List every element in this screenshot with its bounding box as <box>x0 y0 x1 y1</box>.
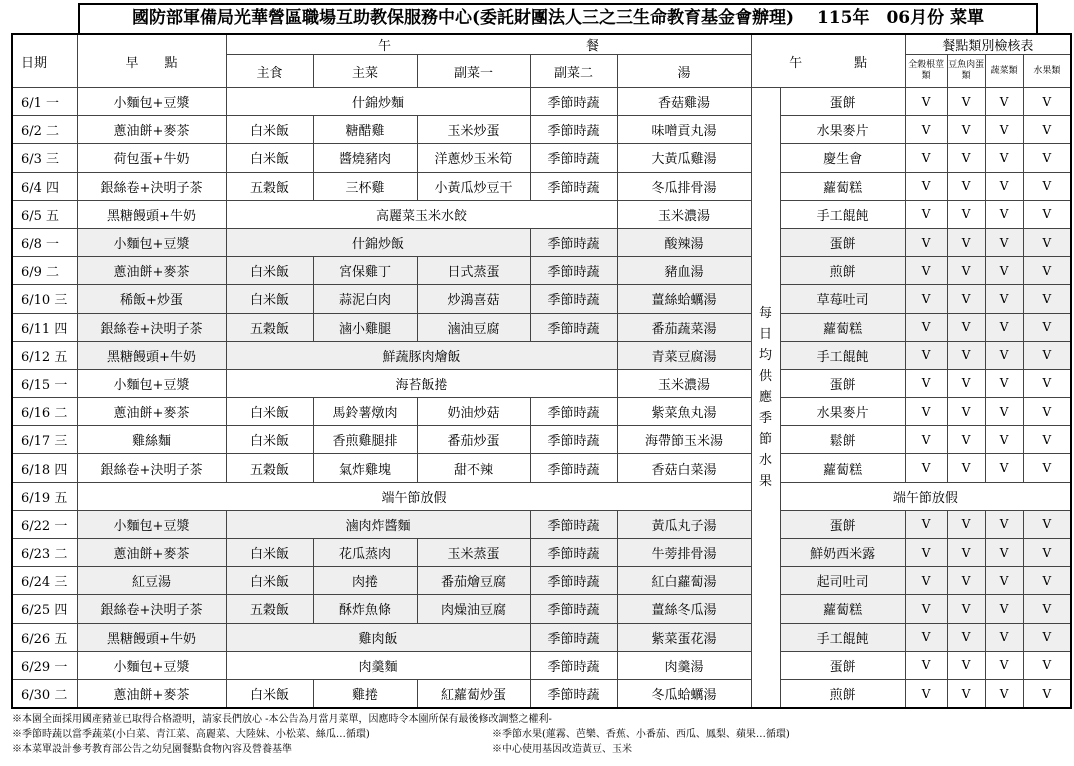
date-cell: 6/2 二 <box>12 116 77 144</box>
staple-cell: 五穀飯 <box>226 454 313 482</box>
date-cell: 6/1 一 <box>12 88 77 116</box>
check-fruit-cell: V <box>1023 510 1071 538</box>
table-row <box>12 679 1071 708</box>
table-row <box>12 228 1071 256</box>
snack-cell: 手工餛飩 <box>780 200 905 228</box>
check-protein-cell: V <box>947 200 985 228</box>
snack-cell: 煎餅 <box>780 679 905 708</box>
table-row <box>12 88 1071 116</box>
side1-cell: 小黃瓜炒豆干 <box>417 172 530 200</box>
side1-cell: 滷油豆腐 <box>417 313 530 341</box>
staple-cell: 五穀飯 <box>226 313 313 341</box>
staple-cell: 白米飯 <box>226 257 313 285</box>
check-fruit-cell: V <box>1023 595 1071 623</box>
check-protein-cell: V <box>947 454 985 482</box>
soup-cell: 薑絲蛤蠣湯 <box>617 285 751 313</box>
soup-cell: 紫菜魚丸湯 <box>617 398 751 426</box>
check-fruit-cell: V <box>1023 539 1071 567</box>
check-protein-cell: V <box>947 398 985 426</box>
table-row <box>12 172 1071 200</box>
table-row <box>12 313 1071 341</box>
check-grain-cell: V <box>905 172 947 200</box>
soup-cell: 黃瓜丸子湯 <box>617 510 751 538</box>
lunch-combined-cell: 肉羹麵 <box>226 651 530 679</box>
side2-cell: 季節時蔬 <box>530 539 617 567</box>
check-grain-cell: V <box>905 285 947 313</box>
side1-cell: 紅蘿蔔炒蛋 <box>417 679 530 708</box>
soup-cell: 香菇雞湯 <box>617 88 751 116</box>
table-row <box>12 369 1071 397</box>
breakfast-cell: 蔥油餅+麥茶 <box>77 398 226 426</box>
soup-cell: 肉羹湯 <box>617 651 751 679</box>
snack-cell: 手工餛飩 <box>780 623 905 651</box>
date-cell: 6/23 二 <box>12 539 77 567</box>
check-fruit-cell: V <box>1023 454 1071 482</box>
menu-title: 國防部軍備局光華營區職場互助教保服務中心(委託財團法人三之三生命教育基金會辦理) 115年 06月份 菜單 <box>78 3 1038 33</box>
soup-cell: 玉米濃湯 <box>617 369 751 397</box>
side1-cell: 日式蒸蛋 <box>417 257 530 285</box>
snack-cell: 蘿蔔糕 <box>780 313 905 341</box>
breakfast-cell: 銀絲卷+決明子茶 <box>77 454 226 482</box>
check-protein-cell: V <box>947 595 985 623</box>
check-fruit-cell: V <box>1023 285 1071 313</box>
check-protein-cell: V <box>947 426 985 454</box>
staple-cell: 白米飯 <box>226 567 313 595</box>
check-protein-cell: V <box>947 567 985 595</box>
soup-cell: 冬瓜蛤蠣湯 <box>617 679 751 708</box>
staple-cell: 白米飯 <box>226 679 313 708</box>
check-veg-cell: V <box>985 539 1023 567</box>
breakfast-cell: 蔥油餅+麥茶 <box>77 116 226 144</box>
check-protein-cell: V <box>947 257 985 285</box>
snack-cell: 草莓吐司 <box>780 285 905 313</box>
date-cell: 6/4 四 <box>12 172 77 200</box>
snack-cell: 蛋餅 <box>780 369 905 397</box>
side2-cell: 季節時蔬 <box>530 426 617 454</box>
snack-cell: 蘿蔔糕 <box>780 172 905 200</box>
date-cell: 6/16 二 <box>12 398 77 426</box>
breakfast-cell: 雞絲麵 <box>77 426 226 454</box>
snack-cell: 水果麥片 <box>780 116 905 144</box>
note-gmo: ※中心使用基因改造黃豆、玉米 <box>492 744 632 755</box>
note-pork: ※本園全面採用國產豬並已取得合格證明，請家長們放心 -本公告為月當月菜單，因應時令本園所保有最後修改調整之權利- <box>12 714 552 725</box>
check-veg-cell: V <box>985 200 1023 228</box>
check-veg-cell: V <box>985 567 1023 595</box>
side1-cell: 炒鴻喜菇 <box>417 285 530 313</box>
check-protein-cell: V <box>947 651 985 679</box>
check-fruit-cell: V <box>1023 116 1071 144</box>
check-grain-cell: V <box>905 567 947 595</box>
snack-cell: 起司吐司 <box>780 567 905 595</box>
side2-cell: 季節時蔬 <box>530 623 617 651</box>
lunch-combined-cell: 什錦炒麵 <box>226 88 530 116</box>
check-grain-cell: V <box>905 257 947 285</box>
main-cell: 滷小雞腿 <box>313 313 417 341</box>
table-row <box>12 144 1071 172</box>
main-cell: 肉捲 <box>313 567 417 595</box>
check-protein-cell: V <box>947 679 985 708</box>
check-veg-cell: V <box>985 426 1023 454</box>
breakfast-cell: 銀絲卷+決明子茶 <box>77 172 226 200</box>
soup-cell: 味噌貢丸湯 <box>617 116 751 144</box>
check-veg-cell: V <box>985 116 1023 144</box>
date-cell: 6/3 三 <box>12 144 77 172</box>
soup-cell: 青菜豆腐湯 <box>617 341 751 369</box>
check-protein-cell: V <box>947 88 985 116</box>
check-veg-cell: V <box>985 257 1023 285</box>
check-fruit-cell: V <box>1023 144 1071 172</box>
breakfast-cell: 黑糖饅頭+牛奶 <box>77 623 226 651</box>
check-veg-cell: V <box>985 369 1023 397</box>
check-protein-cell: V <box>947 341 985 369</box>
soup-cell: 薑絲冬瓜湯 <box>617 595 751 623</box>
snack-cell: 蛋餅 <box>780 510 905 538</box>
date-cell: 6/30 二 <box>12 679 77 708</box>
check-protein-cell: V <box>947 510 985 538</box>
check-grain-cell: V <box>905 341 947 369</box>
snack-cell: 手工餛飩 <box>780 341 905 369</box>
main-cell: 氣炸雞塊 <box>313 454 417 482</box>
date-cell: 6/19 五 <box>12 482 77 510</box>
header-date: 日期 <box>12 34 77 88</box>
side2-cell: 季節時蔬 <box>530 257 617 285</box>
check-fruit-cell: V <box>1023 257 1071 285</box>
header-check-veg: 蔬菜類 <box>985 55 1023 88</box>
breakfast-cell: 紅豆湯 <box>77 567 226 595</box>
table-row <box>12 623 1071 651</box>
table-row <box>12 482 1071 510</box>
date-cell: 6/18 四 <box>12 454 77 482</box>
breakfast-cell: 銀絲卷+決明子茶 <box>77 595 226 623</box>
table-row <box>12 567 1071 595</box>
check-fruit-cell: V <box>1023 313 1071 341</box>
side2-cell: 季節時蔬 <box>530 313 617 341</box>
soup-cell: 冬瓜排骨湯 <box>617 172 751 200</box>
check-veg-cell: V <box>985 228 1023 256</box>
check-veg-cell: V <box>985 510 1023 538</box>
side2-cell: 季節時蔬 <box>530 651 617 679</box>
header-staple: 主食 <box>226 55 313 88</box>
check-fruit-cell: V <box>1023 228 1071 256</box>
check-grain-cell: V <box>905 88 947 116</box>
check-fruit-cell: V <box>1023 623 1071 651</box>
header-lunch: 午 餐 <box>226 34 751 55</box>
date-cell: 6/5 五 <box>12 200 77 228</box>
staple-cell: 五穀飯 <box>226 172 313 200</box>
soup-cell: 玉米濃湯 <box>617 200 751 228</box>
breakfast-cell: 荷包蛋+牛奶 <box>77 144 226 172</box>
date-cell: 6/12 五 <box>12 341 77 369</box>
table-row <box>12 398 1071 426</box>
check-fruit-cell: V <box>1023 679 1071 708</box>
main-cell: 酥炸魚條 <box>313 595 417 623</box>
side2-cell: 季節時蔬 <box>530 285 617 313</box>
table-row <box>12 257 1071 285</box>
check-protein-cell: V <box>947 144 985 172</box>
breakfast-cell: 黑糖饅頭+牛奶 <box>77 341 226 369</box>
header-check-group: 餐點類別檢核表 <box>905 34 1071 55</box>
check-veg-cell: V <box>985 679 1023 708</box>
side2-cell: 季節時蔬 <box>530 454 617 482</box>
check-protein-cell: V <box>947 369 985 397</box>
check-protein-cell: V <box>947 539 985 567</box>
check-veg-cell: V <box>985 341 1023 369</box>
side2-cell: 季節時蔬 <box>530 398 617 426</box>
check-grain-cell: V <box>905 200 947 228</box>
note-nutrition: ※本菜單設計參考教育部公告之幼兒園餐點食物內容及營養基準 <box>12 744 292 755</box>
check-fruit-cell: V <box>1023 567 1071 595</box>
breakfast-cell: 黑糖饅頭+牛奶 <box>77 200 226 228</box>
main-cell: 蒜泥白肉 <box>313 285 417 313</box>
check-veg-cell: V <box>985 144 1023 172</box>
staple-cell: 白米飯 <box>226 398 313 426</box>
table-row <box>12 200 1071 228</box>
table-row <box>12 595 1071 623</box>
table-row <box>12 651 1071 679</box>
breakfast-cell: 小麵包+豆漿 <box>77 651 226 679</box>
breakfast-cell: 蔥油餅+麥茶 <box>77 539 226 567</box>
staple-cell: 白米飯 <box>226 144 313 172</box>
side1-cell: 玉米蒸蛋 <box>417 539 530 567</box>
check-veg-cell: V <box>985 623 1023 651</box>
check-protein-cell: V <box>947 623 985 651</box>
check-fruit-cell: V <box>1023 651 1071 679</box>
check-grain-cell: V <box>905 510 947 538</box>
check-grain-cell: V <box>905 426 947 454</box>
header-side1: 副菜一 <box>417 55 530 88</box>
check-fruit-cell: V <box>1023 200 1071 228</box>
soup-cell: 海帶節玉米湯 <box>617 426 751 454</box>
soup-cell: 香菇白菜湯 <box>617 454 751 482</box>
check-grain-cell: V <box>905 651 947 679</box>
side1-cell: 甜不辣 <box>417 454 530 482</box>
menu-table <box>11 33 1072 709</box>
side2-cell: 季節時蔬 <box>530 172 617 200</box>
breakfast-cell: 小麵包+豆漿 <box>77 88 226 116</box>
side1-cell: 番茄炒蛋 <box>417 426 530 454</box>
note-vegetables: ※季節時蔬以當季蔬菜(小白菜、青江菜、高麗菜、大陸妹、小松菜、絲瓜…循環) <box>12 729 370 740</box>
check-grain-cell: V <box>905 228 947 256</box>
date-cell: 6/15 一 <box>12 369 77 397</box>
soup-cell: 牛蒡排骨湯 <box>617 539 751 567</box>
side1-cell: 番茄燴豆腐 <box>417 567 530 595</box>
check-veg-cell: V <box>985 454 1023 482</box>
check-protein-cell: V <box>947 285 985 313</box>
side1-cell: 玉米炒蛋 <box>417 116 530 144</box>
header-check-grain: 全穀根莖類 <box>905 55 947 88</box>
side2-cell: 季節時蔬 <box>530 144 617 172</box>
check-grain-cell: V <box>905 679 947 708</box>
side2-cell: 季節時蔬 <box>530 88 617 116</box>
lunch-combined-cell: 滷肉炸醬麵 <box>226 510 530 538</box>
breakfast-cell: 蔥油餅+麥茶 <box>77 679 226 708</box>
snack-cell: 蛋餅 <box>780 228 905 256</box>
check-veg-cell: V <box>985 651 1023 679</box>
side1-cell: 奶油炒菇 <box>417 398 530 426</box>
header-afternoon-snack: 午 點 <box>751 34 905 88</box>
check-veg-cell: V <box>985 398 1023 426</box>
soup-cell: 番茄蔬菜湯 <box>617 313 751 341</box>
snack-cell: 慶生會 <box>780 144 905 172</box>
soup-cell: 豬血湯 <box>617 257 751 285</box>
table-row <box>12 341 1071 369</box>
side2-cell: 季節時蔬 <box>530 116 617 144</box>
check-fruit-cell: V <box>1023 426 1071 454</box>
header-side2: 副菜二 <box>530 55 617 88</box>
soup-cell: 大黃瓜雞湯 <box>617 144 751 172</box>
date-cell: 6/8 一 <box>12 228 77 256</box>
side2-cell: 季節時蔬 <box>530 510 617 538</box>
main-cell: 香煎雞腿排 <box>313 426 417 454</box>
breakfast-cell: 小麵包+豆漿 <box>77 369 226 397</box>
table-row <box>12 426 1071 454</box>
check-grain-cell: V <box>905 539 947 567</box>
side2-cell: 季節時蔬 <box>530 228 617 256</box>
snack-cell: 蛋餅 <box>780 651 905 679</box>
lunch-combined-cell: 雞肉飯 <box>226 623 530 651</box>
side2-cell: 季節時蔬 <box>530 567 617 595</box>
staple-cell: 白米飯 <box>226 539 313 567</box>
snack-cell: 蛋餅 <box>780 88 905 116</box>
fruit-note: 每日均供應季節水果 <box>759 306 773 490</box>
table-row <box>12 116 1071 144</box>
date-cell: 6/22 一 <box>12 510 77 538</box>
main-cell: 馬鈴薯燉肉 <box>313 398 417 426</box>
check-veg-cell: V <box>985 285 1023 313</box>
side2-cell: 季節時蔬 <box>530 679 617 708</box>
lunch-combined-cell: 什錦炒飯 <box>226 228 530 256</box>
main-cell: 糖醋雞 <box>313 116 417 144</box>
check-fruit-cell: V <box>1023 172 1071 200</box>
snack-cell: 煎餅 <box>780 257 905 285</box>
check-veg-cell: V <box>985 313 1023 341</box>
breakfast-cell: 蔥油餅+麥茶 <box>77 257 226 285</box>
soup-cell: 紅白蘿蔔湯 <box>617 567 751 595</box>
date-cell: 6/26 五 <box>12 623 77 651</box>
holiday-cell-right: 端午節放假 <box>780 482 1071 510</box>
staple-cell: 白米飯 <box>226 285 313 313</box>
side1-cell: 洋蔥炒玉米筍 <box>417 144 530 172</box>
table-row <box>12 539 1071 567</box>
check-grain-cell: V <box>905 369 947 397</box>
check-grain-cell: V <box>905 623 947 651</box>
date-cell: 6/24 三 <box>12 567 77 595</box>
note-fruits: ※季節水果(蓮霧、芭樂、香蕉、小番茄、西瓜、鳳梨、蘋果…循環) <box>492 729 790 740</box>
staple-cell: 白米飯 <box>226 116 313 144</box>
check-protein-cell: V <box>947 228 985 256</box>
snack-cell: 蘿蔔糕 <box>780 454 905 482</box>
check-fruit-cell: V <box>1023 398 1071 426</box>
breakfast-cell: 小麵包+豆漿 <box>77 228 226 256</box>
main-cell: 花瓜蒸肉 <box>313 539 417 567</box>
check-protein-cell: V <box>947 313 985 341</box>
check-grain-cell: V <box>905 144 947 172</box>
table-row <box>12 285 1071 313</box>
date-cell: 6/10 三 <box>12 285 77 313</box>
header-breakfast: 早 點 <box>77 34 226 88</box>
snack-cell: 鬆餅 <box>780 426 905 454</box>
staple-cell: 白米飯 <box>226 426 313 454</box>
side2-cell: 季節時蔬 <box>530 595 617 623</box>
table-row <box>12 454 1071 482</box>
snack-cell: 蘿蔔糕 <box>780 595 905 623</box>
check-grain-cell: V <box>905 398 947 426</box>
check-protein-cell: V <box>947 172 985 200</box>
main-cell: 雞捲 <box>313 679 417 708</box>
date-cell: 6/29 一 <box>12 651 77 679</box>
snack-cell: 水果麥片 <box>780 398 905 426</box>
main-cell: 三杯雞 <box>313 172 417 200</box>
breakfast-cell: 稀飯+炒蛋 <box>77 285 226 313</box>
fruit-note-cell <box>751 88 780 709</box>
check-grain-cell: V <box>905 313 947 341</box>
snack-cell: 鮮奶西米露 <box>780 539 905 567</box>
header-check-fruit: 水果類 <box>1023 55 1071 88</box>
main-cell: 醬燒豬肉 <box>313 144 417 172</box>
date-cell: 6/17 三 <box>12 426 77 454</box>
check-veg-cell: V <box>985 88 1023 116</box>
table-row <box>12 510 1071 538</box>
check-fruit-cell: V <box>1023 369 1071 397</box>
check-veg-cell: V <box>985 172 1023 200</box>
lunch-combined-cell: 鮮蔬豚肉燴飯 <box>226 341 617 369</box>
lunch-combined-cell: 高麗菜玉米水餃 <box>226 200 617 228</box>
main-cell: 宮保雞丁 <box>313 257 417 285</box>
breakfast-cell: 銀絲卷+決明子茶 <box>77 313 226 341</box>
check-fruit-cell: V <box>1023 341 1071 369</box>
breakfast-cell: 小麵包+豆漿 <box>77 510 226 538</box>
check-veg-cell: V <box>985 595 1023 623</box>
lunch-combined-cell: 海苔飯捲 <box>226 369 617 397</box>
soup-cell: 酸辣湯 <box>617 228 751 256</box>
holiday-cell: 端午節放假 <box>77 482 751 510</box>
check-grain-cell: V <box>905 454 947 482</box>
soup-cell: 紫菜蛋花湯 <box>617 623 751 651</box>
check-grain-cell: V <box>905 595 947 623</box>
check-protein-cell: V <box>947 116 985 144</box>
header-main: 主菜 <box>313 55 417 88</box>
staple-cell: 五穀飯 <box>226 595 313 623</box>
header-check-protein: 豆魚肉蛋類 <box>947 55 985 88</box>
check-fruit-cell: V <box>1023 88 1071 116</box>
header-soup: 湯 <box>617 55 751 88</box>
date-cell: 6/25 四 <box>12 595 77 623</box>
check-grain-cell: V <box>905 116 947 144</box>
side1-cell: 肉燥油豆腐 <box>417 595 530 623</box>
date-cell: 6/9 二 <box>12 257 77 285</box>
date-cell: 6/11 四 <box>12 313 77 341</box>
